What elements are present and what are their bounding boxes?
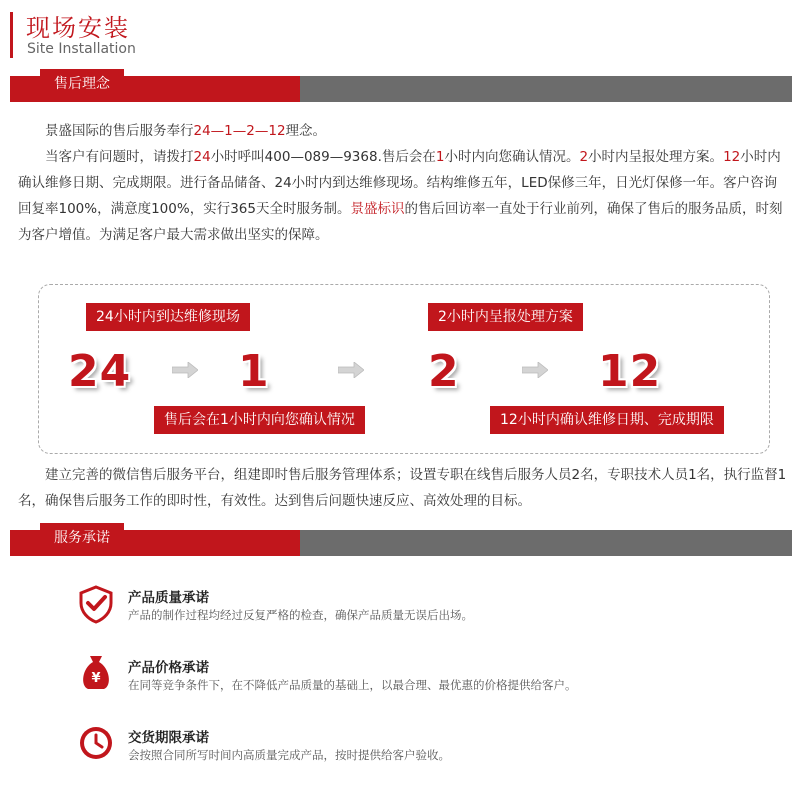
flow-tag-12h: 12小时内确认维修日期、完成期限	[490, 406, 724, 434]
flow-number-24: 24	[68, 346, 132, 397]
page-subtitle: Site Installation	[27, 41, 136, 57]
service-title-price: 产品价格承诺	[128, 660, 209, 676]
flow-number-12: 12	[598, 346, 662, 397]
flow-tag-2h: 2小时内呈报处理方案	[428, 303, 583, 331]
money-bag-icon	[76, 652, 116, 692]
service-desc-price: 在同等竞争条件下，在不降低产品质量的基础上，以最合理、最优惠的价格提供给客户。	[128, 678, 577, 692]
section-title-after-sales: 售后理念	[40, 69, 124, 99]
svg-text:¥: ¥	[91, 671, 101, 686]
flow-arrow-icon	[338, 362, 364, 378]
flow-tag-1h: 售后会在1小时内向您确认情况	[154, 406, 365, 434]
intro-paragraph-1: 景盛国际的售后服务奉行24—1—2—12理念。	[45, 123, 327, 139]
section-bar-service-promise	[10, 530, 792, 556]
clock-icon	[76, 722, 116, 762]
service-title-delivery: 交货期限承诺	[128, 730, 209, 746]
section-title-service-promise: 服务承诺	[40, 523, 124, 553]
intro-paragraph-2: 当客户有问题时，请拨打24小时呼叫400—089—9368.售后会在1小时内向您确认情况。2小时内呈报处理方案。12小时内确认维修日期、完成期限。进行备品储备、24小时内到达维修现场。结构维修五年，LED保修三年，日光灯保修一年。客户咨询回复率100%，满意度100%，实行365天全时服务制。景盛标识的售后回访率一直处于行业前列，确保了售后的服务品质，时刻为客户增值。为满足客户最大需求做出坚实的保障。	[18, 149, 783, 243]
title-accent-bar	[10, 12, 13, 58]
service-desc-delivery: 会按照合同所写时间内高质量完成产品，按时提供给客户验收。	[128, 748, 450, 762]
platform-paragraph: 建立完善的微信售后服务平台，组建即时售后服务管理体系；设置专职在线售后服务人员2名，专职技术人员1名，执行监督1名，确保售后服务工作的即时性，有效性。达到售后问题快速反应、高效处理的目标。	[18, 467, 787, 509]
platform-text	[18, 462, 788, 514]
service-desc-quality: 产品的制作过程均经过反复严格的检查，确保产品质量无误后出场。	[128, 608, 473, 622]
flow-arrow-icon	[172, 362, 198, 378]
flow-tag-24h: 24小时内到达维修现场	[86, 303, 250, 331]
page-title: 现场安装	[26, 14, 130, 42]
flow-number-1: 1	[238, 346, 270, 397]
intro-text	[18, 118, 788, 248]
flow-arrow-icon	[522, 362, 548, 378]
flow-number-2: 2	[428, 346, 460, 397]
section-bar-after-sales	[10, 76, 792, 102]
service-title-quality: 产品质量承诺	[128, 590, 209, 606]
shield-check-icon	[76, 584, 116, 624]
